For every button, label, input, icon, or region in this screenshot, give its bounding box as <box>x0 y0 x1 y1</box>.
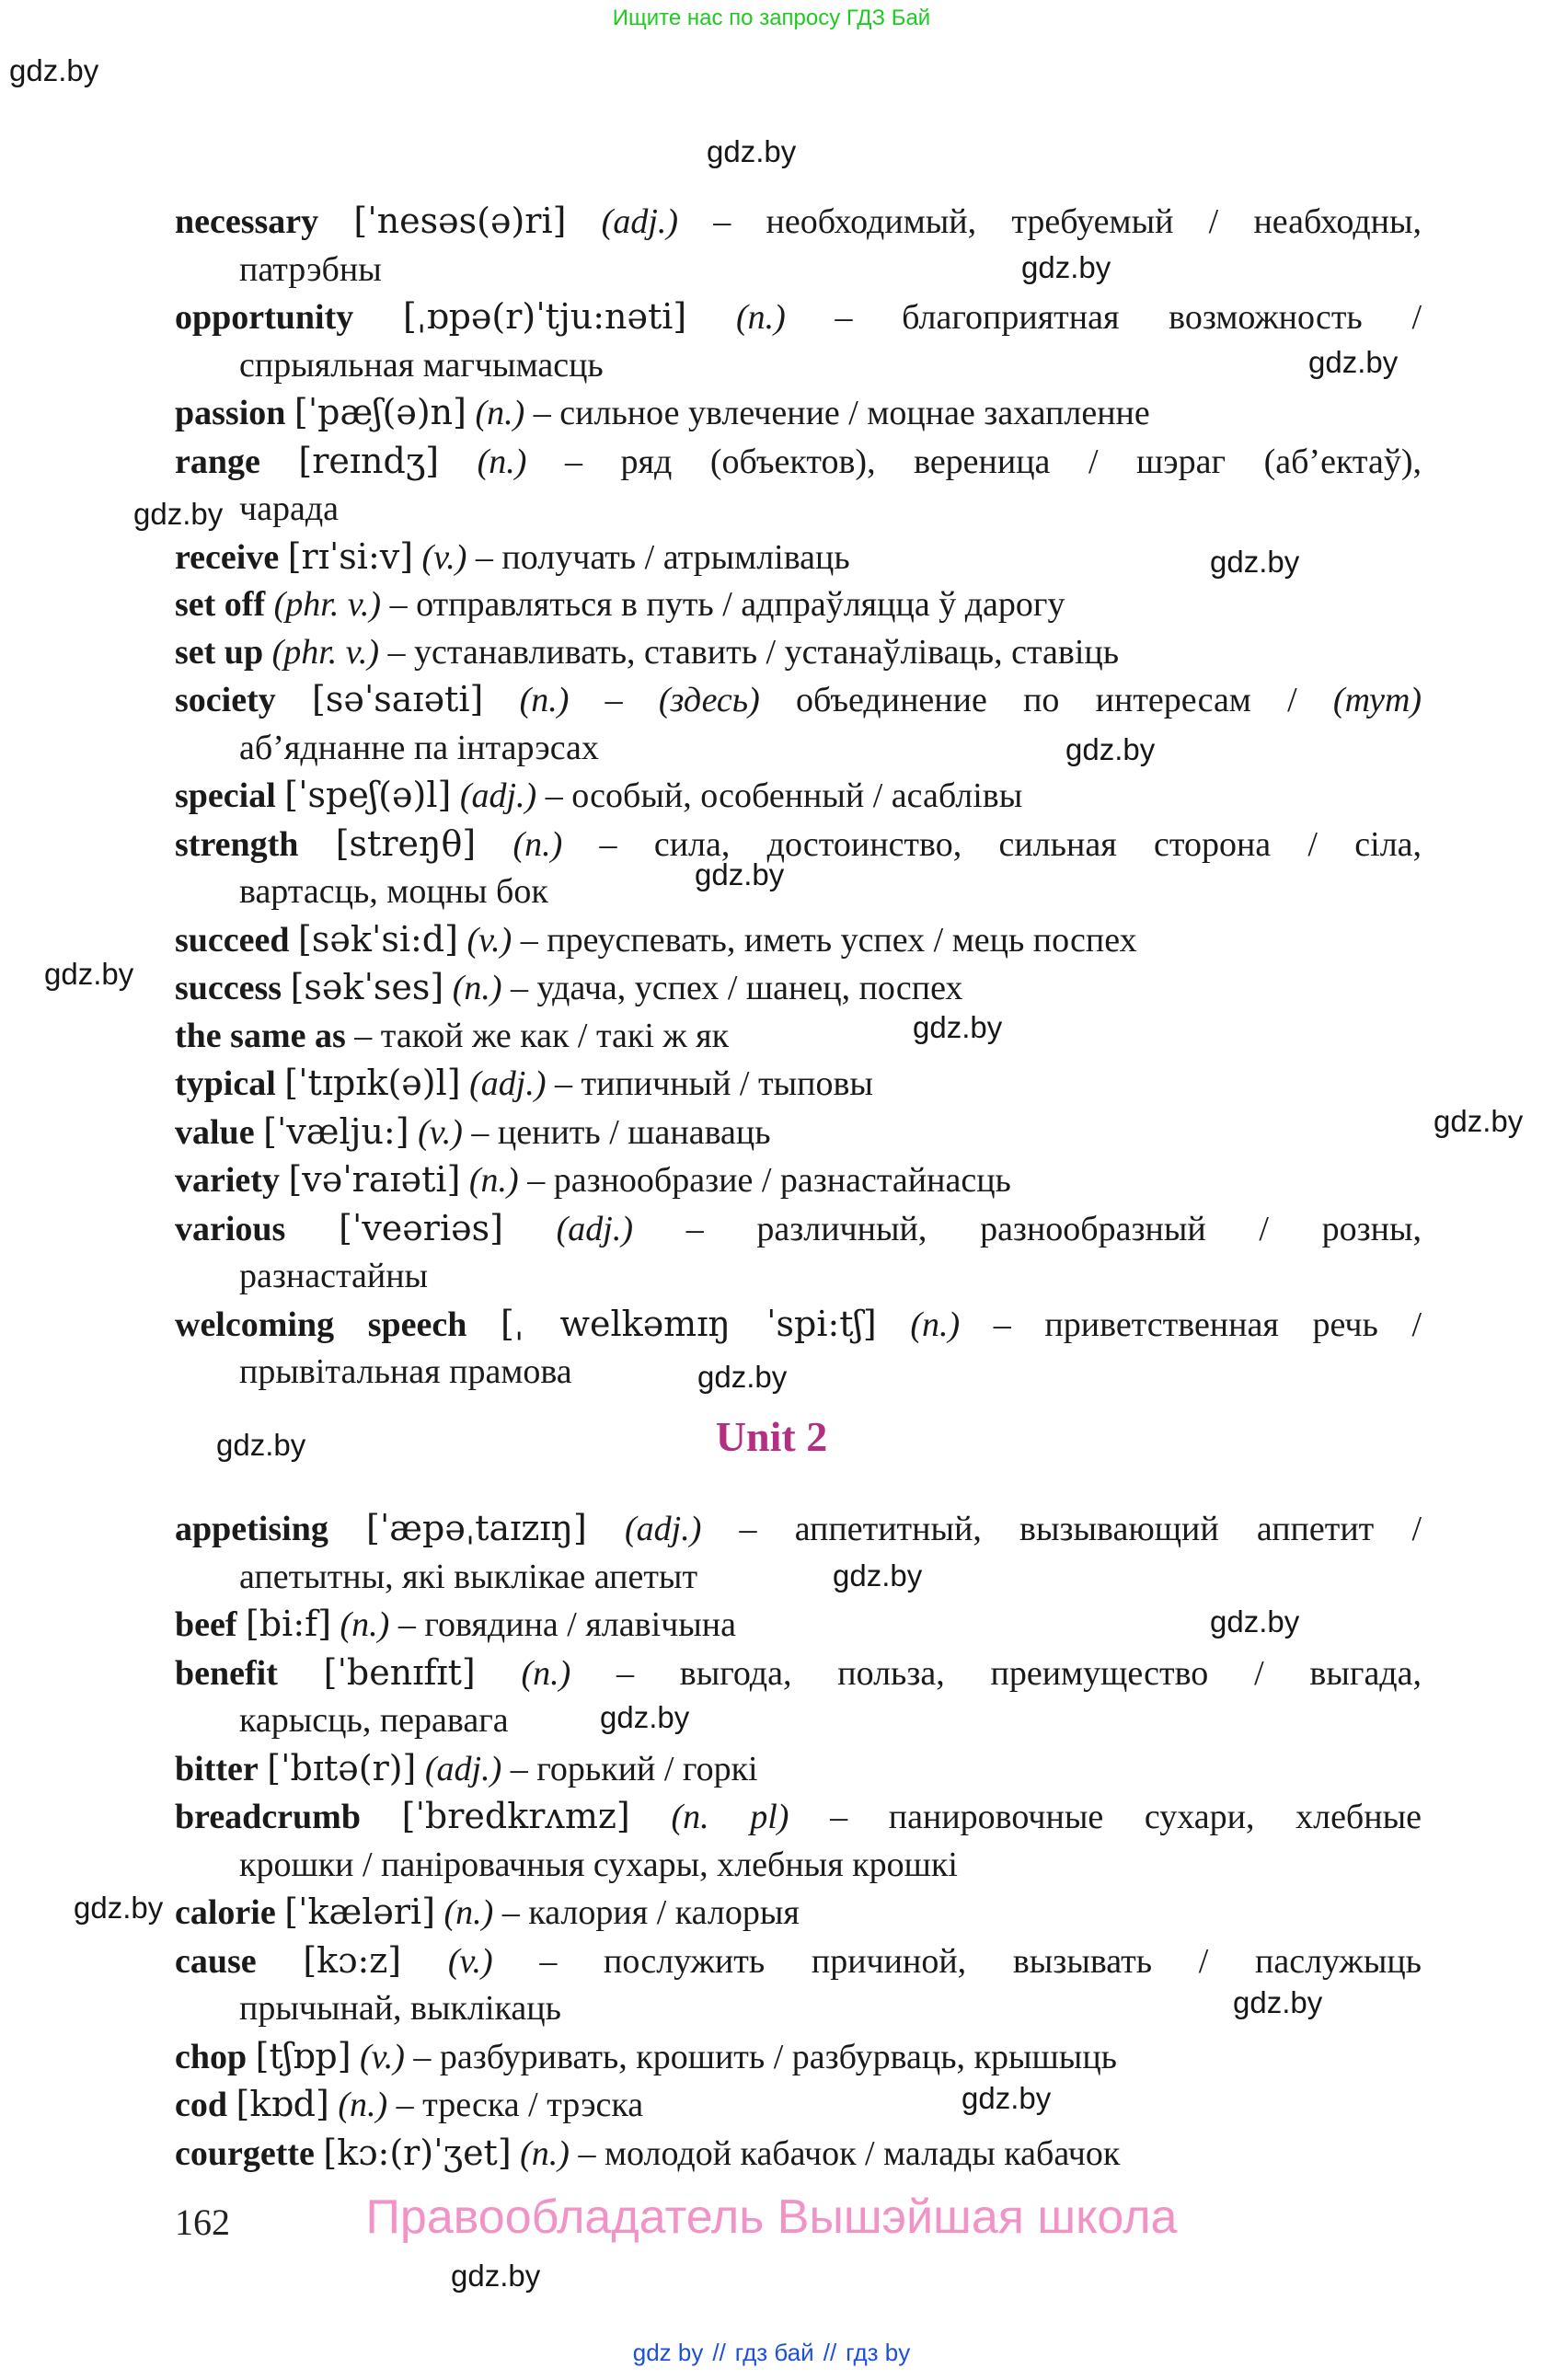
entry-transcription: [ˈæpəˌtaɪzɪŋ] <box>366 1508 587 1548</box>
dictionary-entry <box>175 389 1422 438</box>
dictionary-entry <box>175 821 1422 916</box>
dictionary-entry <box>175 916 1422 965</box>
entry-transcription: [kɔ:(r)ˈʒet] <box>323 2132 512 2173</box>
entry-headword: beef <box>175 1605 237 1644</box>
entry-translation-text <box>285 394 294 432</box>
dictionary-entry <box>175 1205 1422 1301</box>
entry-translation-text: – горький / горкі <box>501 1749 758 1788</box>
entry-translation-text: – устанавливать, ставить / устанаўліваць, ставіць <box>379 632 1120 672</box>
entry-translation-text <box>290 921 299 960</box>
entry-translation-text <box>503 1210 557 1248</box>
entry-pos-or-note: (n.) <box>512 824 563 864</box>
entry-translation-text <box>416 1750 425 1788</box>
entry-translation-text: спрыяльная магчымасць <box>239 345 604 385</box>
dictionary-entry <box>175 198 1422 293</box>
entry-translation-text: разнастайны <box>239 1257 429 1295</box>
entry-continuation-line <box>239 1349 1422 1397</box>
entry-translation-text: – панировочные сухари, хлебные <box>789 1798 1422 1836</box>
entry-translation-text <box>476 825 512 864</box>
entry-line <box>175 293 1422 342</box>
entry-translation-text <box>512 2134 521 2173</box>
entry-line <box>175 1205 1422 1254</box>
entry-line <box>175 1060 1422 1109</box>
entry-transcription: [rɪˈsi:v] <box>287 535 414 577</box>
watermark-gdzby: gdz.by <box>44 957 134 991</box>
entry-line <box>175 1156 1422 1205</box>
entry-translation-text <box>265 585 274 624</box>
entry-translation-text: – приветственная речь / <box>960 1305 1422 1344</box>
entry-translation-text: прывітальная прамова <box>239 1352 572 1391</box>
entry-transcription: [səkˈses] <box>290 967 444 1007</box>
entry-transcription: [ˈkæləri] <box>284 1891 436 1932</box>
entry-translation-text: – ряд (объектов), вереница / шэраг (аб’ектаў), <box>526 442 1422 481</box>
entry-pos-or-note: (здесь) <box>658 681 760 719</box>
entry-translation-text <box>476 1654 522 1693</box>
entry-translation-text <box>409 1113 419 1152</box>
entry-transcription: [ˈvælju:] <box>263 1110 409 1152</box>
dictionary-entry <box>175 1013 1422 1061</box>
entry-pos-or-note: (n.) <box>338 2086 388 2124</box>
entry-transcription: [vəˈraɪəti] <box>288 1159 461 1200</box>
dictionary-entry <box>175 1793 1422 1889</box>
entry-translation-text <box>435 1893 444 1932</box>
entry-translation-text <box>443 969 453 1007</box>
watermark-gdzby: gdz.by <box>133 497 224 531</box>
entry-translation-text: – <box>569 681 659 719</box>
entry-translation-text: крошки / паніровачныя сухары, хлебныя крошкі <box>239 1845 958 1884</box>
entry-translation-text <box>318 202 353 241</box>
entry-pos-or-note: (v.) <box>421 537 467 577</box>
dictionary-entry <box>175 1060 1422 1109</box>
entry-continuation-line <box>239 247 1422 294</box>
entry-transcription: [ˈspeʃ(ə)l] <box>284 775 452 815</box>
entry-headword: chop <box>175 2037 248 2076</box>
entry-headword: success <box>175 969 282 1007</box>
entry-translation-text <box>331 1605 340 1644</box>
dictionary-entry <box>175 1889 1422 1937</box>
entry-transcription: [ˈbenɪfɪt] <box>323 1651 476 1693</box>
entry-transcription: [kɔ:z] <box>303 1939 402 1981</box>
entry-pos-or-note: (n.) <box>475 394 525 432</box>
dictionary-entry <box>175 1650 1422 1745</box>
entry-translation-text: – типичный / тыповы <box>546 1064 873 1103</box>
entry-transcription: [kɒd] <box>236 2084 329 2124</box>
entry-line <box>175 821 1422 869</box>
watermark-gdzby: gdz.by <box>833 1558 923 1592</box>
entry-translation-text: – разнообразие / разнастайнасць <box>518 1161 1011 1200</box>
dictionary-entry <box>175 964 1422 1013</box>
entry-transcription: [streŋθ] <box>335 822 477 864</box>
entry-line <box>175 2033 1422 2082</box>
entry-pos-or-note: (adj.) <box>424 1749 502 1788</box>
entry-pos-or-note: (n.) <box>519 681 570 719</box>
entry-translation-text <box>566 202 601 241</box>
entry-translation-text <box>257 1942 304 1981</box>
entry-translation-text: – говядина / ялавічына <box>389 1605 736 1644</box>
entry-transcription: [ˈbɪtə(r)] <box>267 1747 417 1788</box>
entry-translation-text <box>451 776 460 815</box>
dictionary-entry <box>175 676 1422 772</box>
page-number: 162 <box>175 2202 230 2243</box>
entry-line <box>175 772 1422 821</box>
entry-translation-text: – ценить / шанаваць <box>462 1112 771 1152</box>
entry-translation-text <box>276 776 285 815</box>
entry-translation-text <box>587 1510 625 1548</box>
dictionary-entry <box>175 2033 1422 2082</box>
entry-headword: range <box>175 442 260 481</box>
entry-translation-text: – такой же как / такі ж як <box>345 1016 730 1055</box>
entry-translation-text <box>458 921 467 960</box>
entry-headword: benefit <box>175 1653 278 1693</box>
entry-translation-text <box>285 1210 339 1248</box>
promo-banner-text: Ищите нас по запросу ГДЗ Бай <box>612 6 931 30</box>
dictionary-entry <box>175 1301 1422 1397</box>
entry-transcription: [bi:f] <box>246 1604 332 1644</box>
entry-headword: strength <box>175 824 299 864</box>
entry-pos-or-note: (тут) <box>1332 681 1422 719</box>
entry-translation-text <box>276 1064 285 1103</box>
entry-pos-or-note: (v.) <box>418 1112 463 1152</box>
entry-line <box>175 2081 1422 2130</box>
entry-transcription: [ˈveəriəs] <box>339 1207 503 1248</box>
footer-link[interactable]: гдз бай <box>734 2339 814 2366</box>
entry-translation-text: – послужить причиной, вызывать / паслужыць <box>492 1941 1422 1981</box>
dictionary-entry <box>175 1156 1422 1205</box>
entry-transcription: [səˈsaɪəti] <box>312 679 484 719</box>
entry-translation-text: чарада <box>239 489 340 528</box>
entry-pos-or-note: (n.) <box>910 1305 961 1344</box>
entry-translation-text: – сила, достоинство, сильная сторона / сіла, <box>562 824 1422 864</box>
entry-translation-text <box>328 1510 366 1548</box>
entry-translation-text <box>255 1113 264 1152</box>
entry-line <box>175 198 1422 247</box>
dictionary-entry <box>175 2130 1422 2179</box>
entry-pos-or-note: (n.) <box>452 969 502 1007</box>
entry-headword: bitter <box>175 1749 259 1788</box>
dictionary-entry <box>175 293 1422 389</box>
watermark-gdzby: gdz.by <box>1210 1604 1300 1638</box>
entry-translation-text <box>227 2086 236 2124</box>
entry-headword: value <box>175 1112 255 1152</box>
entry-transcription: [ˈbredkrʌmz] <box>401 1796 630 1836</box>
watermark-gdzby: gdz.by <box>697 1360 788 1394</box>
entry-translation-text: – сильное увлечение / моцнае захапленне <box>524 394 1150 432</box>
entry-headword: welcoming speech <box>175 1305 467 1344</box>
unit2-heading: Unit 2 <box>715 1413 828 1460</box>
footer-link[interactable]: гдз by <box>846 2339 911 2366</box>
dictionary-entry <box>175 1745 1422 1794</box>
dictionary-entry <box>175 1505 1422 1601</box>
entry-headword: appetising <box>175 1510 328 1548</box>
entry-translation-text: – аппетитный, вызывающий аппетит / <box>701 1510 1422 1548</box>
entry-headword: variety <box>175 1161 280 1200</box>
entry-translation-text <box>237 1605 247 1644</box>
entry-line <box>175 964 1422 1013</box>
entry-pos-or-note: (adj.) <box>556 1209 633 1248</box>
footer-link-separator: // <box>712 2339 726 2366</box>
footer-link-separator: // <box>823 2339 837 2366</box>
entry-continuation-line <box>239 342 1422 390</box>
entry-transcription: [ˈpæʃ(ə)n] <box>294 392 466 432</box>
watermark-gdzby: gdz.by <box>1308 345 1399 379</box>
entry-translation-text: – необходимый, требуемый / неабходны, <box>678 202 1422 241</box>
entry-line <box>175 2130 1422 2179</box>
entry-headword: set off <box>175 585 266 624</box>
watermark-gdzby: gdz.by <box>600 1700 690 1734</box>
entry-pos-or-note: (n.) <box>468 1161 519 1200</box>
entry-translation-text: – удача, успех / шанец, поспех <box>501 969 963 1007</box>
entry-translation-text <box>483 681 519 719</box>
entry-translation-text: – калория / калорыя <box>493 1893 800 1932</box>
entry-headword: necessary <box>175 202 319 241</box>
entry-line <box>175 438 1422 487</box>
entry-translation-text <box>263 633 272 672</box>
entry-line <box>175 1505 1422 1554</box>
entry-pos-or-note: (n.) <box>735 298 786 337</box>
entry-translation-text <box>413 538 422 577</box>
entry-continuation-line <box>239 1842 1422 1890</box>
entry-line <box>175 916 1422 965</box>
entry-pos-or-note: (n.) <box>340 1605 390 1644</box>
entry-transcription: [ˌ welkəmɪŋ ˈspi:tʃ] <box>501 1303 877 1344</box>
entry-line <box>175 1109 1422 1157</box>
entry-transcription: [ˌɒpə(r)ˈtju:nəti] <box>403 296 687 337</box>
entry-translation-text: – треска / трэска <box>387 2086 644 2124</box>
entry-translation-text <box>466 1305 501 1344</box>
entry-line <box>175 1301 1422 1350</box>
entry-translation-text <box>329 2086 339 2124</box>
entry-translation-text: – различный, разнообразный / розны, <box>633 1209 1422 1248</box>
entry-translation-text: аб’яднанне па інтарэсах <box>239 728 599 767</box>
entry-continuation-line <box>239 868 1422 916</box>
entry-translation-text: – выгода, польза, преимущество / выгада, <box>570 1653 1422 1693</box>
entry-headword: passion <box>175 394 286 432</box>
entry-translation-text <box>247 2038 256 2076</box>
entry-line <box>175 389 1422 438</box>
entry-translation-text: апетытны, які выклікае апетыт <box>239 1557 698 1596</box>
entry-pos-or-note: (n. pl) <box>671 1798 789 1836</box>
entry-translation-text <box>630 1798 672 1836</box>
entry-line <box>175 581 1422 629</box>
entry-translation-text: – разбуривать, крошить / разбурваць, крышыць <box>404 2037 1117 2076</box>
entry-translation-text <box>298 825 335 864</box>
entry-headword: calorie <box>175 1893 276 1932</box>
entry-headword: set up <box>175 632 264 672</box>
entry-pos-or-note: (v.) <box>360 2037 405 2076</box>
dictionary-entry <box>175 772 1422 821</box>
entry-translation-text: – отправляться в путь / адпраўляцца ў дарогу <box>381 585 1065 624</box>
entry-translation-text <box>461 1064 470 1103</box>
watermark-gdzby: gdz.by <box>1434 1104 1524 1138</box>
entry-pos-or-note: (adj.) <box>459 776 537 815</box>
watermark-gdzby: gdz.by <box>9 53 99 87</box>
entry-headword: courgette <box>175 2133 315 2173</box>
entry-translation-text <box>460 1161 469 1200</box>
entry-translation-text <box>282 969 291 1007</box>
entry-translation-text: – особый, особенный / асаблівы <box>536 776 1023 815</box>
entry-translation-text <box>877 1305 911 1344</box>
watermark-gdzby: gdz.by <box>707 134 797 168</box>
entry-translation-text: прычынай, выклікаць <box>239 1989 561 2028</box>
entry-pos-or-note: (v.) <box>447 1941 493 1981</box>
entry-transcription: [səkˈsi:d] <box>298 918 458 960</box>
dictionary-entry <box>175 2081 1422 2130</box>
watermark-gdzby: gdz.by <box>216 1428 306 1462</box>
entry-transcription: [reɪndʒ] <box>298 440 440 481</box>
entry-translation-text: вартасць, моцны бок <box>239 872 548 911</box>
entry-pos-or-note: (phr. v.) <box>271 632 380 672</box>
entry-translation-text: патрэбны <box>239 249 382 289</box>
dictionary-entry <box>175 438 1422 534</box>
entry-line <box>175 1793 1422 1842</box>
entry-translation-text <box>279 538 288 577</box>
entry-pos-or-note: (n.) <box>521 1653 571 1693</box>
entry-translation-text <box>276 1893 285 1932</box>
entry-translation-text <box>439 443 478 481</box>
entry-headword: typical <box>175 1064 276 1103</box>
dictionary-entry <box>175 581 1422 629</box>
entry-pos-or-note: (n.) <box>520 2133 570 2173</box>
entry-continuation-line <box>239 1697 1422 1745</box>
entry-translation-text: – преуспевать, иметь успех / мець поспех <box>512 920 1137 960</box>
entry-continuation-line <box>239 1253 1422 1301</box>
entry-translation-text <box>259 1750 268 1788</box>
watermark-gdzby: gdz.by <box>1065 732 1156 766</box>
watermark-gdzby: gdz.by <box>913 1010 1003 1044</box>
vocab-section-unit1 <box>175 198 1422 1397</box>
entry-pos-or-note: (adj.) <box>469 1064 547 1103</box>
entry-translation-text <box>260 443 299 481</box>
entry-translation-text: – молодой кабачок / малады кабачок <box>569 2133 1121 2173</box>
entry-translation-text: карысць, перавага <box>239 1701 509 1740</box>
watermark-gdzby: gdz.by <box>961 2081 1052 2115</box>
entry-line <box>175 1889 1422 1937</box>
watermark-gdzby: gdz.by <box>1233 1985 1323 2019</box>
entry-pos-or-note: (adj.) <box>624 1510 702 1548</box>
entry-continuation-line <box>239 725 1422 773</box>
entry-translation-text <box>361 1798 402 1836</box>
entry-line <box>175 1937 1422 1986</box>
entry-translation-text <box>276 681 312 719</box>
entry-pos-or-note: (v.) <box>466 920 512 960</box>
entry-transcription: [ˈnesəs(ə)ri] <box>353 201 567 241</box>
footer-link[interactable]: gdz by <box>632 2339 704 2366</box>
entry-pos-or-note: (n.) <box>443 1893 494 1932</box>
entry-line <box>175 1745 1422 1794</box>
entry-headword: special <box>175 776 276 815</box>
entry-translation-text <box>686 298 736 337</box>
footer-links <box>0 2339 1543 2367</box>
entry-line <box>175 1013 1422 1061</box>
entry-transcription: [tʃɒp] <box>255 2035 351 2076</box>
entry-pos-or-note: (n.) <box>477 442 527 481</box>
entry-headword: cod <box>175 2086 227 2124</box>
entry-translation-text <box>315 2134 324 2173</box>
watermark-gdzby: gdz.by <box>74 1891 164 1925</box>
entry-continuation-line <box>239 1554 1422 1602</box>
entry-headword: the same as <box>175 1016 346 1055</box>
entry-headword: society <box>175 681 276 719</box>
entry-headword: receive <box>175 537 280 577</box>
entry-line <box>175 629 1422 677</box>
watermark-gdzby: gdz.by <box>451 2259 541 2293</box>
watermark-gdzby: gdz.by <box>695 857 785 891</box>
entry-transcription: [ˈtɪpɪk(ə)l] <box>284 1063 461 1103</box>
entry-headword: breadcrumb <box>175 1798 361 1836</box>
entry-headword: various <box>175 1209 286 1248</box>
entry-translation-text: объединение по интересам / <box>759 681 1333 719</box>
entry-line <box>175 676 1422 725</box>
entry-headword: cause <box>175 1941 257 1981</box>
entry-line <box>175 1650 1422 1698</box>
entry-translation-text: – получать / атрымліваць <box>466 537 850 577</box>
entry-translation-text <box>401 1942 448 1981</box>
entry-translation-text <box>353 298 403 337</box>
entry-translation-text <box>278 1654 324 1693</box>
entry-headword: succeed <box>175 920 290 960</box>
entry-pos-or-note: (phr. v.) <box>273 585 382 624</box>
entry-translation-text <box>351 2038 361 2076</box>
dictionary-entry <box>175 629 1422 677</box>
entry-continuation-line <box>239 486 1422 534</box>
entry-headword: opportunity <box>175 298 354 337</box>
entry-translation-text: – благоприятная возможность / <box>785 298 1422 337</box>
entry-pos-or-note: (adj.) <box>601 202 679 241</box>
dictionary-entry <box>175 1109 1422 1157</box>
watermark-gdzby: gdz.by <box>1210 545 1300 579</box>
copyright-line: Правообладатель Вышэйшая школа <box>365 2190 1178 2244</box>
watermark-gdzby: gdz.by <box>1021 250 1111 284</box>
